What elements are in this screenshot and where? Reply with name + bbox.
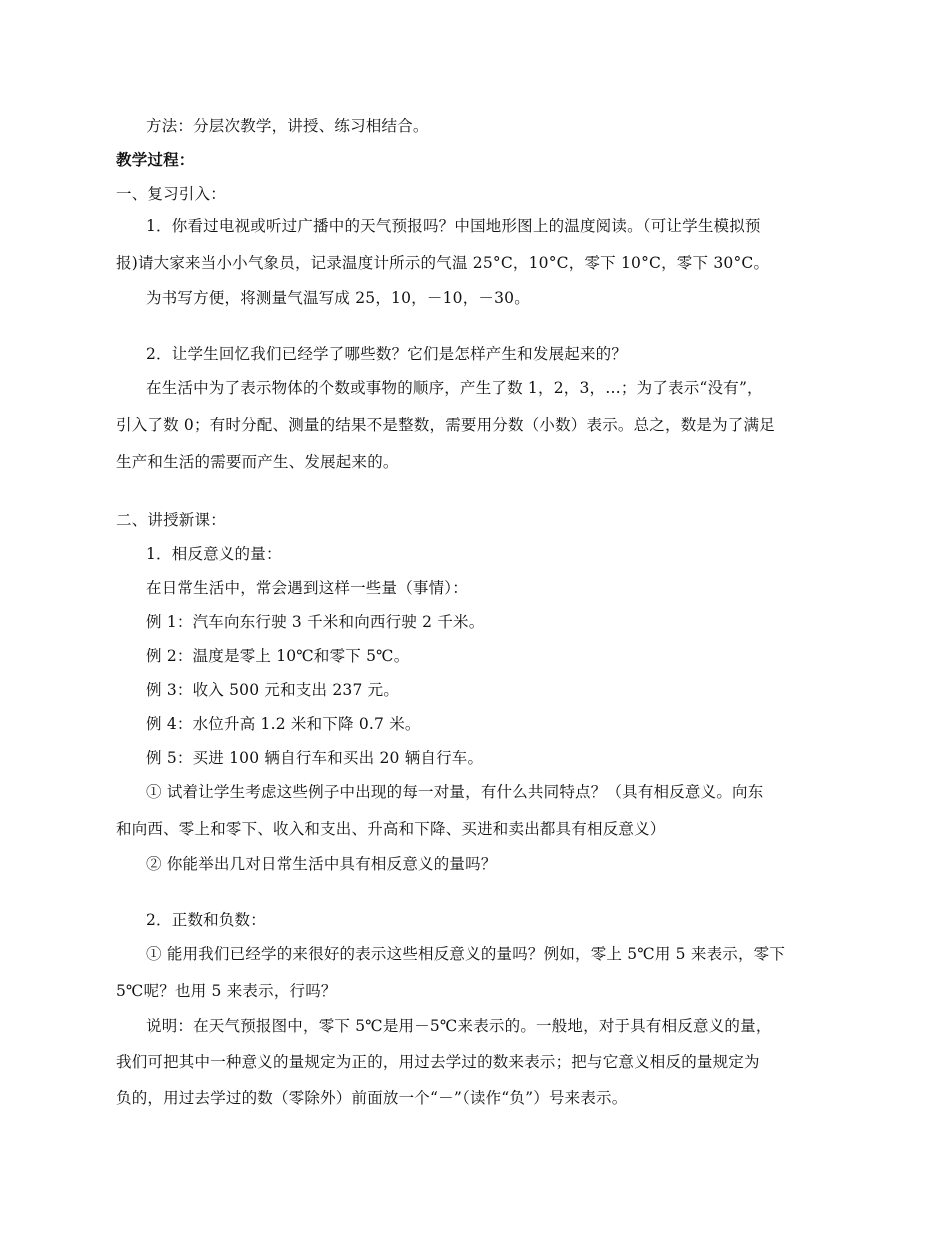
question1-line2: 和向西、零上和零下、收入和支出、升高和下降、买进和卖出都具有相反意义） bbox=[116, 820, 666, 838]
example-5: 例 5：买进 100 辆自行车和买出 20 辆自行车。 bbox=[146, 749, 484, 767]
section1-para-line1: 在生活中为了表示物体的个数或事物的顺序，产生了数 1，2，3，…；为了表示“没有”， bbox=[146, 379, 763, 397]
section1-item1-line2: 报)请大家来当小小气象员，记录温度计所示的气温 25°C，10°C，零下 10°C，零下 30°C。 bbox=[116, 254, 770, 272]
example-4: 例 4：水位升高 1.2 米和下降 0.7 米。 bbox=[146, 715, 421, 733]
section1-title: 一、复习引入： bbox=[116, 185, 226, 203]
process-heading: 教学过程： bbox=[116, 150, 195, 169]
explanation-line3: 负的，用过去学过的数（零除外）前面放一个“－”（读作“负”）号来表示。 bbox=[116, 1089, 628, 1107]
section1-para-line2: 引入了数 0；有时分配、测量的结果不是整数，需要用分数（小数）表示。总之，数是为了满足 bbox=[116, 416, 775, 434]
question2: ② 你能举出几对日常生活中具有相反意义的量吗？ bbox=[146, 855, 497, 873]
question3-line2: 5℃呢？也用 5 来表示，行吗？ bbox=[116, 982, 337, 1000]
question3-line1: ① 能用我们已经学的来很好的表示这些相反意义的量吗？例如，零上 5℃用 5 来表示，零下 bbox=[146, 945, 786, 963]
example-1: 例 1：汽车向东行驶 3 千米和向西行驶 2 千米。 bbox=[146, 613, 485, 631]
section2-sub2-title: 2．正数和负数： bbox=[146, 911, 266, 929]
example-2: 例 2：温度是零上 10℃和零下 5℃。 bbox=[146, 647, 410, 665]
method-text: 方法：分层次教学，讲授、练习相结合。 bbox=[146, 117, 429, 135]
explanation-line1: 说明：在天气预报图中，零下 5℃是用－5℃来表示的。一般地，对于具有相反意义的量， bbox=[146, 1017, 772, 1035]
section1-para-line3: 生产和生活的需要而产生、发展起来的。 bbox=[116, 453, 399, 471]
section1-item1-line1: 1．你看过电视或听过广播中的天气预报吗？中国地形图上的温度阅读。（可让学生模拟预 bbox=[146, 217, 761, 235]
question1-line1: ① 试着让学生考虑这些例子中出现的每一对量，有什么共同特点？（具有相反意义。向东 bbox=[146, 783, 764, 801]
section2-title: 二、讲授新课： bbox=[116, 511, 226, 529]
section1-item1-line3: 为书写方便，将测量气温写成 25，10，－10，－30。 bbox=[146, 289, 530, 307]
section2-sub1-title: 1．相反意义的量： bbox=[146, 545, 282, 563]
example-3: 例 3：收入 500 元和支出 237 元。 bbox=[146, 681, 400, 699]
section1-item2-line1: 2．让学生回忆我们已经学了哪些数？它们是怎样产生和发展起来的？ bbox=[146, 345, 628, 363]
section2-intro: 在日常生活中，常会遇到这样一些量（事情）： bbox=[146, 579, 468, 597]
explanation-line2: 我们可把其中一种意义的量规定为正的，用过去学过的数来表示；把与它意义相反的量规定为 bbox=[116, 1053, 760, 1071]
